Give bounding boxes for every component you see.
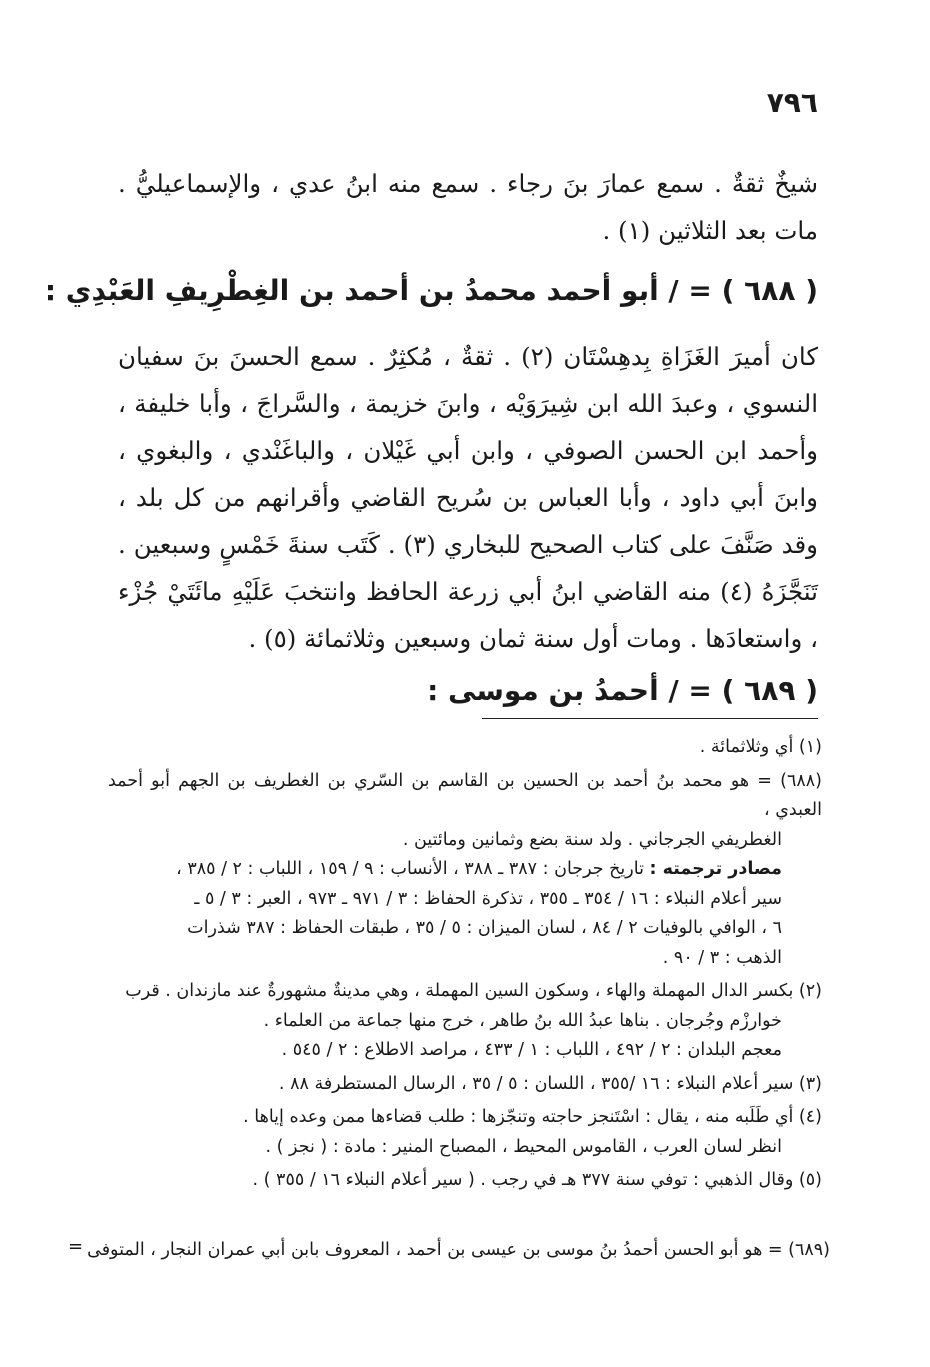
footnote-line: الغطريفي الجرجاني . ولد سنة بضع وثمانين ومائتين . [402,829,782,850]
entry-body-688: كان أميرَ الغَزَاةِ بِدهِسْتَان (٢) . ثقةٌ ، مُكثِرٌ . سمع الحسنَ بنَ سفيان النسوي ، وعبدَ الله ابن شِيرَوَيْه ، وابنَ خزيمة ، والسَّراجَ ، وأبا خليفة ، وأحمد ابن الحسن الصوفي ، وابن أبي غَيْلان ، والباغَنْدي ، والبغوي ، وابنَ أبي داود ، وأبا العباس بن سُريح القاضي وأقرانهم من كل بلد ، وقد صَنَّفَ على كتاب الصحيح للبخاري (٣) . كَتَب سنةَ خَمْسٍ وسبعين . تَنَجَّزَهُ (٤) منه القاضي ابنُ أبي زرعة الحافظ وانتخبَ عَلَيْهِ مائَتَيْ جُزْء ، واستعادَها . ومات أول سنة ثمان وسبعين وثلاثمائة (٥) . [118,342,818,653]
footnote-688 [108,767,822,974]
footnote-line: انظر لسان العرب ، القاموس المحيط ، المصباح المنير : مادة : ( نجز ) . [265,1136,782,1157]
footnote-line: معجم البلدان : ٢ / ٤٩٢ ، اللباب : ١ / ٤٣٣ ، مراصد الاطلاع : ٢ / ٥٤٥ . [281,1040,782,1060]
footnote-line: سير أعلام النبلاء : ١٦ / ٣٥٤ ـ ٣٥٥ ، تذكرة الحفاظ : ٣ / ٩٧١ ـ ٩٧٣ ، العبر : ٣ / ٥ ـ [194,888,782,909]
footnote-line: خوارزْم وجُرجان . بناها عبدُ الله بنُ طاهر ، خرج منها جماعة من العلماء . [263,1010,782,1031]
footnote-5 [108,1166,822,1196]
footnotes-section [108,733,822,1200]
sources-label: مصادر ترجمته : [649,859,782,879]
footnote-sources-line [108,855,822,885]
footnote-line: (٦٨٨) = هو محمد بنُ أحمد بن الحسين بن القاسم بن السّري بن الغطريف بن الجهم أبو أحمد العبدي ، [108,770,822,820]
footnote-1 [108,733,822,763]
footnote-line: (٤) أي طَلَبه منه ، يقال : اسْتَنجز حاجته وتنجّزها : طلب قضاءها ممن وعده إياها . [243,1107,822,1127]
footnote-line: (١) أي وثلاثمائة . [699,737,822,757]
footnote-line: (٢) بكسر الدال المهملة والهاء ، وسكون السين المهملة ، وهي مدينةٌ مشهورةٌ عند مازندان . قرب [125,981,822,1001]
footnote-3 [108,1070,822,1100]
footnote-689: (٦٨٩) = هو أبو الحسن أحمدُ بنُ موسى بن عيسى بن أحمد ، المعروف بابن أبي عمران النجار ، المتوفى [87,1240,830,1260]
intro-paragraph: شيخٌ ثقةٌ . سمع عمارَ بنَ رجاء . سمع منه ابنُ عدي ، والإسماعيليُّ . مات بعد الثلاثين (١) . [118,169,818,245]
footnote-4 [108,1103,822,1162]
footnote-line: (٥) وقال الذهبي : توفي سنة ٣٧٧ هـ في رجب . ( سير أعلام النبلاء ١٦ / ٣٥٥ ) . [252,1170,822,1190]
page-number: ٧٩٦ [766,86,818,119]
footnote-line: (٣) سير أعلام النبلاء : ١٦ /٣٥٥ ، اللسان : ٥ / ٣٥ ، الرسال المستطرفة ٨٨ . [278,1073,822,1094]
entry-heading-689: ( ٦٨٩ ) = / أحمدُ بن موسى : [427,674,818,707]
footnote-line: ٦ ، الوافي بالوفيات ٢ / ٨٤ ، لسان الميزان : ٥ / ٣٥ ، طبقات الحفاظ : ٣٨٧ شذرات [187,918,782,938]
footnote-2 [108,977,822,1066]
footnote-line: الذهب : ٣ / ٩٠ . [662,947,782,968]
sources-text: تاريخ جرجان : ٣٨٧ ـ ٣٨٨ ، الأنساب : ٩ / ١٥٩ ، اللباب : ٢ / ٣٨٥ ، [176,859,644,879]
footnote-separator [482,718,818,719]
continuation-mark: = [68,1236,84,1257]
entry-heading-688: ( ٦٨٨ ) = / أبو أحمد محمدُ بن أحمد بن الغِطْرِيفِ العَبْدِي : [44,274,818,307]
